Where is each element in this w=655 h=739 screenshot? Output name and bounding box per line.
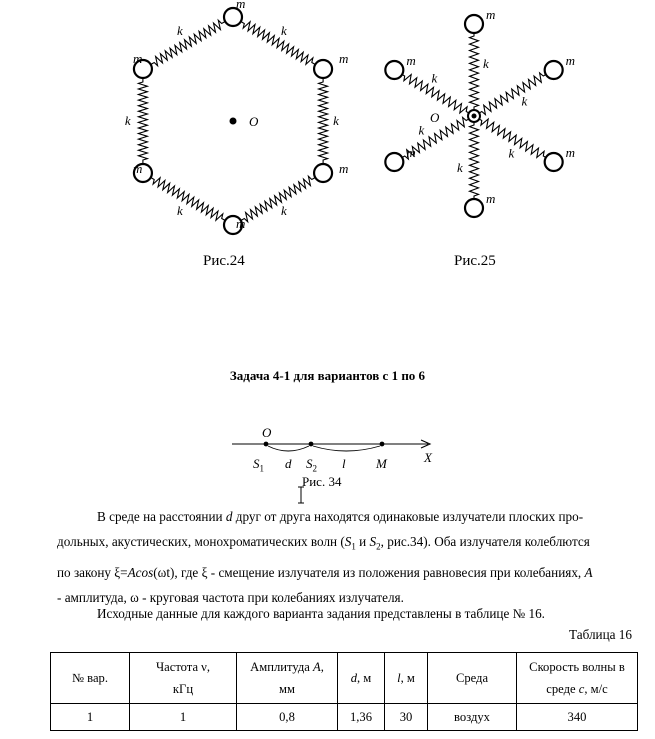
fig34-m-label: M <box>376 456 387 471</box>
mass-label-m: m <box>486 7 496 22</box>
spring <box>470 122 479 199</box>
center-point-o <box>472 114 477 119</box>
figure-34-caption: Рис. 34 <box>302 474 342 489</box>
mass-label-m: m <box>132 161 143 176</box>
mass-ball <box>385 61 403 79</box>
fig34-d-label: d <box>285 456 292 471</box>
mass-label-m: m <box>406 53 416 68</box>
spring-label-k: k <box>418 122 425 138</box>
mass-label-m: m <box>339 51 349 66</box>
task-title: Задача 4-1 для вариантов с 1 по 6 <box>229 368 426 383</box>
header-frequency: Частота ν, кГц <box>130 653 237 704</box>
mass-label-m: m <box>236 0 246 11</box>
spring-label-k: k <box>431 70 438 86</box>
header-medium: Среда <box>428 653 517 704</box>
mass-ball <box>314 60 332 78</box>
spring-label-k: k <box>176 22 183 38</box>
paragraph-1-line-2: дольных, акустических, монохроматических волн ($S_1$ и $S_2$, рис.34). Оба излучателя колеблются <box>57 534 590 552</box>
mass-ball <box>385 153 403 171</box>
spring <box>241 22 315 65</box>
brace-l <box>313 446 380 451</box>
figure-34-emitters-axis <box>232 440 430 451</box>
table-label: Таблица 16 <box>569 627 632 642</box>
paragraph-1-line-1: В среде на расстоянии d друг от друга находятся одинаковые излучатели плоских про- <box>97 509 584 524</box>
task-paragraph-2: Исходные данные для каждого варианта задания представлены в таблице № 16. <box>97 606 545 621</box>
spring <box>151 178 226 221</box>
emitter-s2-point <box>309 442 314 447</box>
emitter-s1-point <box>264 442 269 447</box>
spring-label-k: k <box>281 22 287 38</box>
cell-wave-speed: 340 <box>517 704 638 731</box>
cell-medium: воздух <box>428 704 517 731</box>
header-l: l, м <box>385 653 428 704</box>
mass-ball <box>545 61 563 79</box>
spring-label-k: k <box>483 56 489 71</box>
center-point-o <box>230 118 237 125</box>
fig34-s2-label: $S_2$ <box>306 456 317 474</box>
mass-label-m: m <box>406 145 416 160</box>
center-label-o: O <box>249 114 259 129</box>
fig34-x-label: X <box>424 450 432 465</box>
cell-d: 1,36 <box>338 704 385 731</box>
spring <box>319 78 328 164</box>
fig34-s1-label: $S_1$ <box>253 456 264 474</box>
figure-24-hexagon-oscillator <box>125 0 349 234</box>
center-label-o: O <box>430 110 440 125</box>
task-paragraph-1 <box>57 504 629 610</box>
spring <box>138 78 147 164</box>
mass-label-m: m <box>565 145 576 160</box>
mass-ball <box>545 153 563 171</box>
fig34-origin-label: O <box>262 425 272 440</box>
fig34-l-label: l <box>342 456 346 471</box>
mass-label-m: m <box>339 161 349 176</box>
brace-d <box>268 446 309 451</box>
mass-label-m: m <box>565 53 576 68</box>
header-d: d, м <box>338 653 385 704</box>
spring-label-k: k <box>281 203 287 219</box>
text-cursor-icon <box>296 486 306 504</box>
cell-l: 30 <box>385 704 428 731</box>
spring-label-k: k <box>124 113 131 128</box>
spring-label-k: k <box>176 203 183 219</box>
mass-label-m: m <box>486 191 496 206</box>
table-header-row <box>51 653 638 704</box>
spring-label-k: k <box>521 93 528 109</box>
figure-25-star-oscillator <box>385 7 575 217</box>
cell-frequency: 1 <box>130 704 237 731</box>
cell-amplitude: 0,8 <box>237 704 338 731</box>
cell-variant: 1 <box>51 704 130 731</box>
paragraph-1-line-4: - амплитуда, ω - круговая частота при колебаниях излучателя. <box>57 589 404 605</box>
header-wave-speed: Скорость волны в среде c, м/с <box>517 653 638 704</box>
spring-label-k: k <box>508 145 515 161</box>
mass-label-m: m <box>236 216 246 231</box>
mass-ball <box>314 164 332 182</box>
spring <box>479 73 546 115</box>
spring-label-k: k <box>333 113 339 128</box>
header-variant: № вар. <box>51 653 130 704</box>
table-row <box>51 704 638 731</box>
spring <box>151 20 226 65</box>
spring <box>241 176 315 221</box>
figure-24-caption: Рис.24 <box>203 253 245 269</box>
paragraph-1-line-3: по закону ξ=Acos(ωt), где ξ - смещение излучателя из положения равновесия при колебаниях, A <box>57 564 593 580</box>
spring <box>470 33 479 110</box>
mass-ball <box>465 199 483 217</box>
header-amplitude: Амплитуда A, мм <box>237 653 338 704</box>
mass-ball <box>465 15 483 33</box>
mass-label-m: m <box>132 51 143 66</box>
data-table-16 <box>50 652 638 731</box>
point-m <box>380 442 385 447</box>
figure-25-caption: Рис.25 <box>454 253 496 269</box>
spring-label-k: k <box>457 160 463 175</box>
